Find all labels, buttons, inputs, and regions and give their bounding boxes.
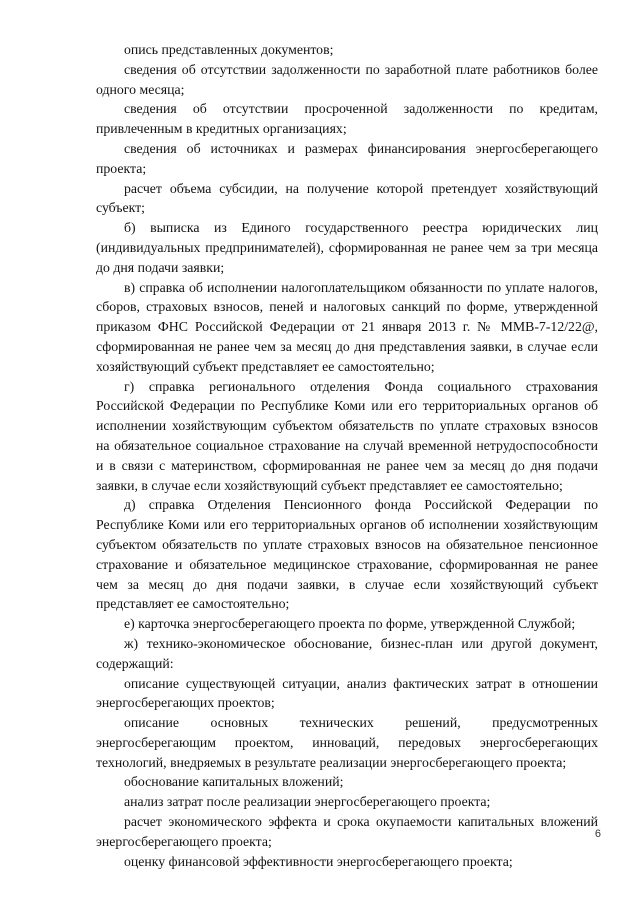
paragraph-technical-solutions: описание основных технических решений, предусмотренных энергосберегающим проектом, инноваций, передовых энергосберегающих технологий, внедряемых в результате реализации энергосберегающего проекта;	[96, 715, 598, 770]
paragraph-document-inventory: опись представленных документов;	[124, 42, 334, 57]
paragraph-item-e: е) карточка энергосберегающего проекта по форме, утвержденной Службой;	[124, 616, 576, 632]
paragraph-item-v: в) справка об исполнении налогоплательщиком обязанности по уплате налогов, сборов, страховых взносов, пеней и налоговых санкций по форме, утвержденной приказом ФНС Российской Федерации от 21 января 2013 г. № ММВ-7-12/22@, сформированная не ранее чем за месяц до дня представления заявки, в случае если хозяйствующий субъект представляет ее самостоятельно;	[96, 279, 598, 374]
paragraph-subsidy-calculation: расчет объема субсидии, на получение которой претендует хозяйствующий субъект;	[96, 180, 598, 216]
paragraph-cost-analysis: анализ затрат после реализации энергосберегающего проекта;	[124, 794, 491, 810]
paragraph-current-situation: описание существующей ситуации, анализ фактических затрат в отношении энергосберегающих проектов;	[96, 675, 598, 711]
paragraph-item-d: д) справка Отделения Пенсионного фонда Российской Федерации по Республике Коми или его территориальных органов об исполнении хозяйствующим субъектом обязательств по уплате страховых взносов на обязательное пенсионное страхование и обязательное медицинское страхование, сформированная не ранее чем за месяц до дня подачи заявки, в случае если хозяйствующий субъект представляет ее самостоятельно;	[96, 497, 598, 612]
paragraph-financial-efficiency: оценку финансовой эффективности энергосберегающего проекта;	[124, 853, 513, 869]
paragraph-item-zh: ж) технико-экономическое обоснование, бизнес-план или другой документ, содержащий:	[96, 635, 598, 671]
paragraph-item-b: б) выписка из Единого государственного реестра юридических лиц (индивидуальных предпринимателей), сформированная не ранее чем за три месяца до дня подачи заявки;	[96, 220, 598, 275]
paragraph-capital-investment: обоснование капитальных вложений;	[124, 774, 344, 790]
paragraph-funding-sources: сведения об источниках и размерах финансирования энергосберегающего проекта;	[96, 140, 598, 176]
paragraph-economic-effect: расчет экономического эффекта и срока окупаемости капитальных вложений энергосберегающего проекта;	[96, 814, 598, 849]
paragraph-item-g: г) справка регионального отделения Фонда социального страхования Российской Федерации по Республике Коми или его территориальных органов об исполнении хозяйствующим субъектом обязательств по уплате страховых взносов на обязательное социальное страхование на случай временной нетрудоспособности и в связи с материнством, сформированная не ранее чем за месяц до дня подачи заявки, в случае если хозяйствующий субъект представляет ее самостоятельно;	[96, 378, 598, 493]
paragraph-no-wage-arrears: сведения об отсутствии задолженности по заработной плате работников более одного месяца;	[96, 61, 598, 97]
document-body	[96, 40, 598, 871]
paragraph-no-overdue-loans: сведения об отсутствии просроченной задолженности по кредитам, привлеченным в кредитных организациях;	[96, 101, 598, 137]
page-number: 6	[594, 828, 601, 840]
